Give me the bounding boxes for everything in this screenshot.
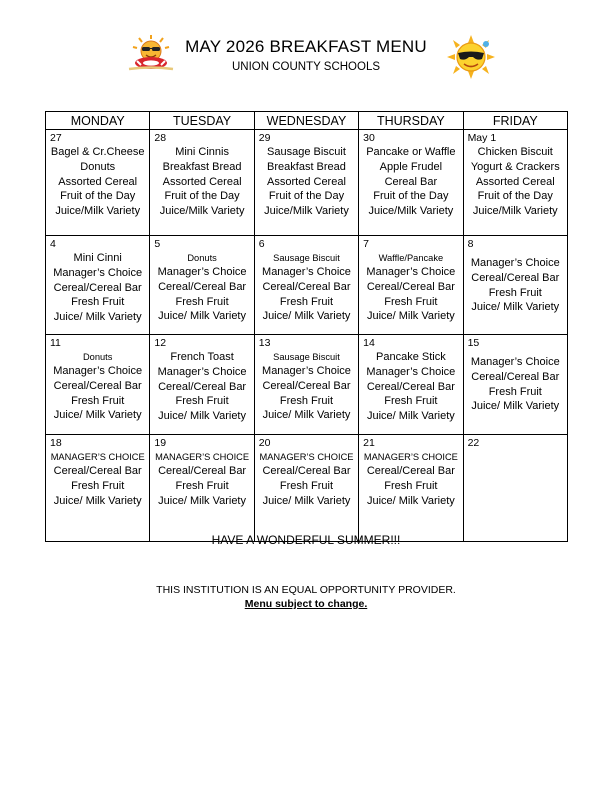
menu-item: Manager’s Choice — [366, 365, 456, 378]
menu-item: Fresh Fruit — [488, 286, 542, 299]
day-header-tuesday: TUESDAY — [150, 112, 254, 130]
menu-item: Juice/Milk Variety — [472, 205, 558, 218]
menu-item: Fresh Fruit — [71, 296, 125, 309]
menu-item: Fruit of the Day — [268, 190, 345, 203]
day-date: 22 — [467, 437, 480, 449]
menu-item: Cereal/Cereal Bar — [53, 281, 142, 294]
menu-item: Fresh Fruit — [175, 479, 229, 492]
day-date: 19 — [154, 437, 167, 449]
menu-item: Juice/Milk Variety — [368, 205, 454, 218]
week-row — [46, 130, 568, 236]
day-date: 11 — [50, 337, 61, 349]
menu-item: Manager’s Choice — [262, 266, 351, 278]
week-row — [46, 236, 568, 335]
day-date: 12 — [154, 337, 167, 349]
day-header-wednesday: WEDNESDAY — [254, 112, 358, 130]
menu-item: Juice/ Milk Variety — [158, 494, 246, 507]
day-cell — [359, 335, 463, 435]
day-header-thursday: THURSDAY — [359, 112, 463, 130]
page-title: MAY 2026 BREAKFAST MENU — [185, 37, 427, 56]
menu-item: Cereal/Cereal Bar — [471, 370, 560, 383]
menu-item: Bagel & Cr.Cheese — [50, 146, 145, 158]
day-date: 20 — [258, 437, 271, 449]
day-cell — [254, 335, 358, 435]
menu-item: Juice/ Milk Variety — [262, 409, 351, 422]
menu-item: MANAGER’S CHOICE — [50, 452, 145, 462]
day-date: 30 — [363, 132, 375, 144]
closing-message: HAVE A WONDERFUL SUMMER!!! — [211, 533, 401, 547]
menu-item: Juice/Milk Variety — [55, 205, 141, 218]
menu-item: MANAGER’S CHOICE — [259, 452, 354, 462]
day-cell — [150, 236, 254, 335]
weekday-header-row — [46, 112, 568, 130]
day-date: 8 — [467, 238, 474, 250]
menu-item: French Toast — [170, 351, 234, 363]
day-date: 4 — [50, 238, 56, 250]
day-cell — [254, 435, 358, 542]
menu-item: Manager’s Choice — [53, 266, 143, 279]
menu-item: Juice/ Milk Variety — [366, 310, 455, 323]
menu-item: Fruit of the Day — [60, 190, 136, 203]
menu-item: Fresh Fruit — [71, 479, 125, 492]
menu-item: Juice/ Milk Variety — [366, 410, 455, 423]
day-date: May 1 — [467, 132, 497, 144]
day-cell — [150, 335, 254, 435]
menu-item: Cereal/Cereal Bar — [262, 280, 351, 293]
menu-item: Juice/ Milk Variety — [53, 311, 142, 324]
equal-opportunity-statement: THIS INSTITUTION IS AN EQUAL OPPORTUNITY PROVIDER. — [156, 584, 456, 596]
menu-item: Donuts — [80, 160, 116, 173]
menu-item: Juice/ Milk Variety — [366, 494, 455, 507]
day-date: 5 — [154, 238, 161, 250]
menu-item: Assorted Cereal — [475, 175, 555, 188]
menu-item: Fresh Fruit — [175, 295, 229, 308]
day-cell — [46, 435, 150, 542]
menu-item: Juice/ Milk Variety — [262, 310, 351, 323]
day-cell — [46, 236, 150, 335]
day-date: 18 — [50, 437, 62, 449]
menu-calendar — [45, 111, 568, 542]
week-row — [46, 335, 568, 435]
menu-item: Juice/ Milk Variety — [158, 410, 246, 423]
day-cell — [46, 130, 150, 236]
menu-item: Donuts — [82, 352, 113, 362]
menu-item: Juice/Milk Variety — [264, 205, 349, 218]
menu-item: Fresh Fruit — [279, 295, 334, 308]
menu-item: Fresh Fruit — [71, 394, 125, 407]
menu-item: Fresh Fruit — [384, 295, 438, 308]
day-header-friday: FRIDAY — [463, 112, 567, 130]
menu-item: Fruit of the Day — [477, 190, 553, 203]
menu-item: Cereal/Cereal Bar — [366, 280, 455, 293]
menu-item: Fresh Fruit — [279, 394, 334, 407]
menu-item: Cereal/Cereal Bar — [158, 380, 247, 393]
menu-item: Chicken Biscuit — [477, 146, 553, 158]
day-date: 29 — [258, 132, 271, 144]
page-subtitle: UNION COUNTY SCHOOLS — [231, 61, 381, 73]
menu-item: Cereal/Cereal Bar — [53, 379, 142, 392]
menu-item: Manager’s Choice — [157, 365, 247, 378]
menu-item: Assorted Cereal — [58, 175, 138, 188]
menu-item: Sausage Biscuit — [267, 146, 346, 158]
menu-item: Cereal/Cereal Bar — [262, 379, 351, 392]
menu-item: Pancake or Waffle — [366, 146, 456, 158]
menu-item: Fresh Fruit — [488, 385, 542, 398]
menu-item: Assorted Cereal — [162, 175, 242, 188]
menu-item: Yogurt & Crackers — [470, 160, 560, 173]
menu-item: Mini Cinnis — [175, 146, 229, 158]
day-date: 7 — [363, 238, 370, 250]
menu-item: Juice/ Milk Variety — [53, 409, 142, 422]
day-cell — [46, 335, 150, 435]
day-date: 6 — [258, 238, 265, 250]
day-cell — [359, 130, 463, 236]
menu-item: Sausage Biscuit — [273, 253, 340, 263]
day-cell — [254, 130, 358, 236]
menu-item: Juice/ Milk Variety — [471, 301, 560, 314]
day-cell — [463, 435, 567, 542]
menu-item: Cereal/Cereal Bar — [53, 465, 142, 477]
day-cell — [463, 236, 567, 335]
menu-item: Assorted Cereal — [267, 175, 346, 188]
menu-item: Juice/ Milk Variety — [471, 400, 560, 413]
day-date: 14 — [363, 337, 375, 349]
menu-item: Manager’s Choice — [470, 257, 560, 269]
menu-item: Juice/ Milk Variety — [158, 310, 246, 323]
menu-item: Manager’s Choice — [470, 356, 560, 368]
day-date: 15 — [467, 337, 480, 349]
menu-item: Juice/ Milk Variety — [262, 494, 351, 507]
menu-item: Waffle/Pancake — [378, 253, 444, 263]
day-cell — [150, 130, 254, 236]
day-cell — [463, 130, 567, 236]
week-row — [46, 435, 568, 542]
menu-item: Fresh Fruit — [279, 479, 334, 492]
menu-item: Breakfast Bread — [267, 160, 346, 173]
menu-item: Manager’s Choice — [53, 365, 143, 377]
menu-item: Juice/Milk Variety — [159, 205, 245, 218]
menu-item: Fresh Fruit — [384, 395, 438, 408]
day-header-monday: MONDAY — [46, 112, 150, 130]
day-date: 21 — [363, 437, 375, 449]
menu-item: Fruit of the Day — [373, 190, 449, 203]
menu-item: Donuts — [187, 253, 217, 263]
menu-item: Cereal/Cereal Bar — [262, 465, 351, 477]
menu-item: Apple Frudel — [379, 160, 443, 173]
menu-item: MANAGER’S CHOICE — [155, 452, 250, 462]
menu-item: Cereal/Cereal Bar — [158, 465, 247, 477]
header — [0, 36, 612, 74]
menu-item: Fruit of the Day — [164, 190, 240, 203]
menu-item: Mini Cinni — [73, 252, 122, 264]
day-cell — [359, 435, 463, 542]
menu-item: MANAGER’S CHOICE — [363, 452, 458, 462]
day-cell — [359, 236, 463, 335]
menu-item: Sausage Biscuit — [273, 352, 340, 362]
menu-item: Breakfast Bread — [162, 160, 242, 173]
menu-item: Pancake Stick — [376, 351, 446, 363]
day-date: 28 — [154, 132, 167, 144]
menu-item: Manager’s Choice — [366, 266, 456, 278]
menu-item: Manager’s Choice — [262, 365, 351, 377]
day-date: 27 — [50, 132, 62, 144]
menu-item: Cereal Bar — [384, 175, 438, 188]
menu-item: Cereal/Cereal Bar — [471, 271, 560, 284]
menu-item: Cereal/Cereal Bar — [366, 465, 455, 477]
menu-item: Fresh Fruit — [384, 479, 438, 492]
day-cell — [150, 435, 254, 542]
day-cell — [254, 236, 358, 335]
menu-item: Fresh Fruit — [175, 395, 229, 408]
day-cell — [463, 335, 567, 435]
menu-change-notice: Menu subject to change. — [244, 598, 368, 610]
menu-item: Cereal/Cereal Bar — [158, 280, 247, 293]
menu-item: Cereal/Cereal Bar — [366, 380, 455, 393]
menu-item: Juice/ Milk Variety — [53, 494, 142, 507]
menu-item: Manager’s Choice — [157, 266, 247, 278]
day-date: 13 — [258, 337, 271, 349]
